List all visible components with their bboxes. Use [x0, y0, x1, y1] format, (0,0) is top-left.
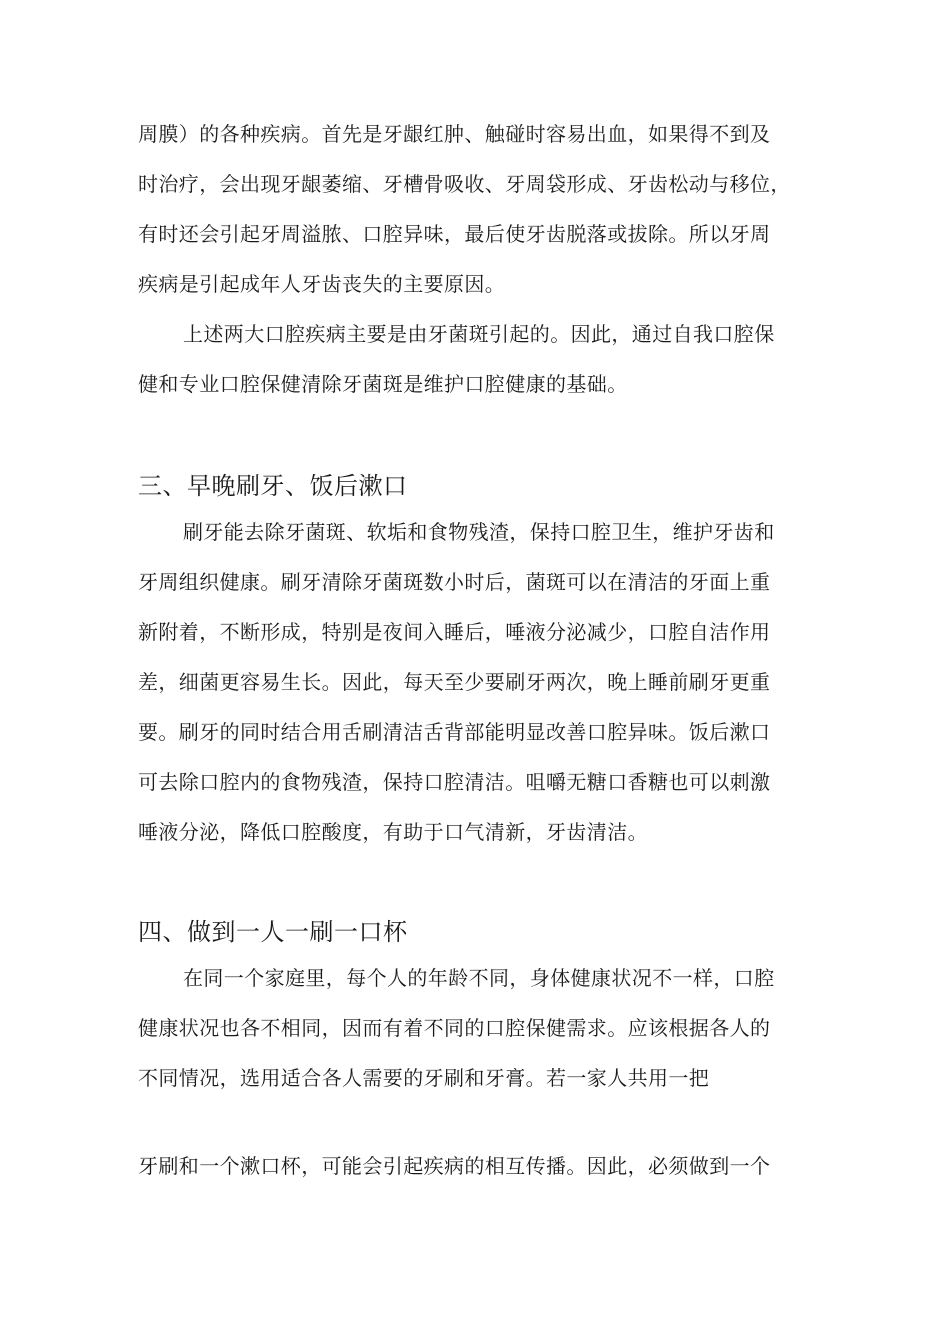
text-line: 健和专业口腔保健清除牙菌斑是维护口腔健康的基础。 [138, 372, 628, 396]
text-line: 唾液分泌，降低口腔酸度，有助于口气清新，牙齿清洁。 [138, 820, 648, 844]
text-line: 疾病是引起成年人牙齿丧失的主要原因。 [138, 272, 506, 296]
text-line: 周膜）的各种疾病。首先是牙龈红肿、触碰时容易出血，如果得不到及 [138, 122, 771, 146]
section-heading: 四、做到一人一刷一口杯 [138, 918, 408, 946]
text-line: 新附着，不断形成，特别是夜间入睡后，唾液分泌减少，口腔自洁作用 [138, 620, 771, 644]
text-line: 不同情况，选用适合各人需要的牙刷和牙膏。若一家人共用一把 [138, 1066, 710, 1090]
text-line: 牙刷和一个漱口杯，可能会引起疾病的相互传播。因此，必须做到一个 [138, 1154, 771, 1178]
text-line: 上述两大口腔疾病主要是由牙菌斑引起的。因此，通过自我口腔保 [183, 322, 775, 346]
section-heading: 三、早晚刷牙、饭后漱口 [138, 472, 408, 500]
text-line: 有时还会引起牙周溢脓、口腔异味，最后使牙齿脱落或拔除。所以牙周 [138, 222, 771, 246]
text-line: 可去除口腔内的食物残渣，保持口腔清洁。咀嚼无糖口香糖也可以刺激 [138, 770, 771, 794]
text-line: 刷牙能去除牙菌斑、软垢和食物残渣，保持口腔卫生，维护牙齿和 [183, 520, 775, 544]
text-line: 要。刷牙的同时结合用舌刷清洁舌背部能明显改善口腔异味。饭后漱口 [138, 720, 771, 744]
text-line: 健康状况也各不相同，因而有着不同的口腔保健需求。应该根据各人的 [138, 1016, 771, 1040]
text-line: 在同一个家庭里，每个人的年龄不同，身体健康状况不一样，口腔 [183, 966, 775, 990]
text-line: 时治疗，会出现牙龈萎缩、牙槽骨吸收、牙周袋形成、牙齿松动与移位， [138, 172, 791, 196]
text-line: 差，细菌更容易生长。因此，每天至少要刷牙两次，晚上睡前刷牙更重 [138, 670, 771, 694]
text-line: 牙周组织健康。刷牙清除牙菌斑数小时后，菌斑可以在清洁的牙面上重 [138, 570, 771, 594]
